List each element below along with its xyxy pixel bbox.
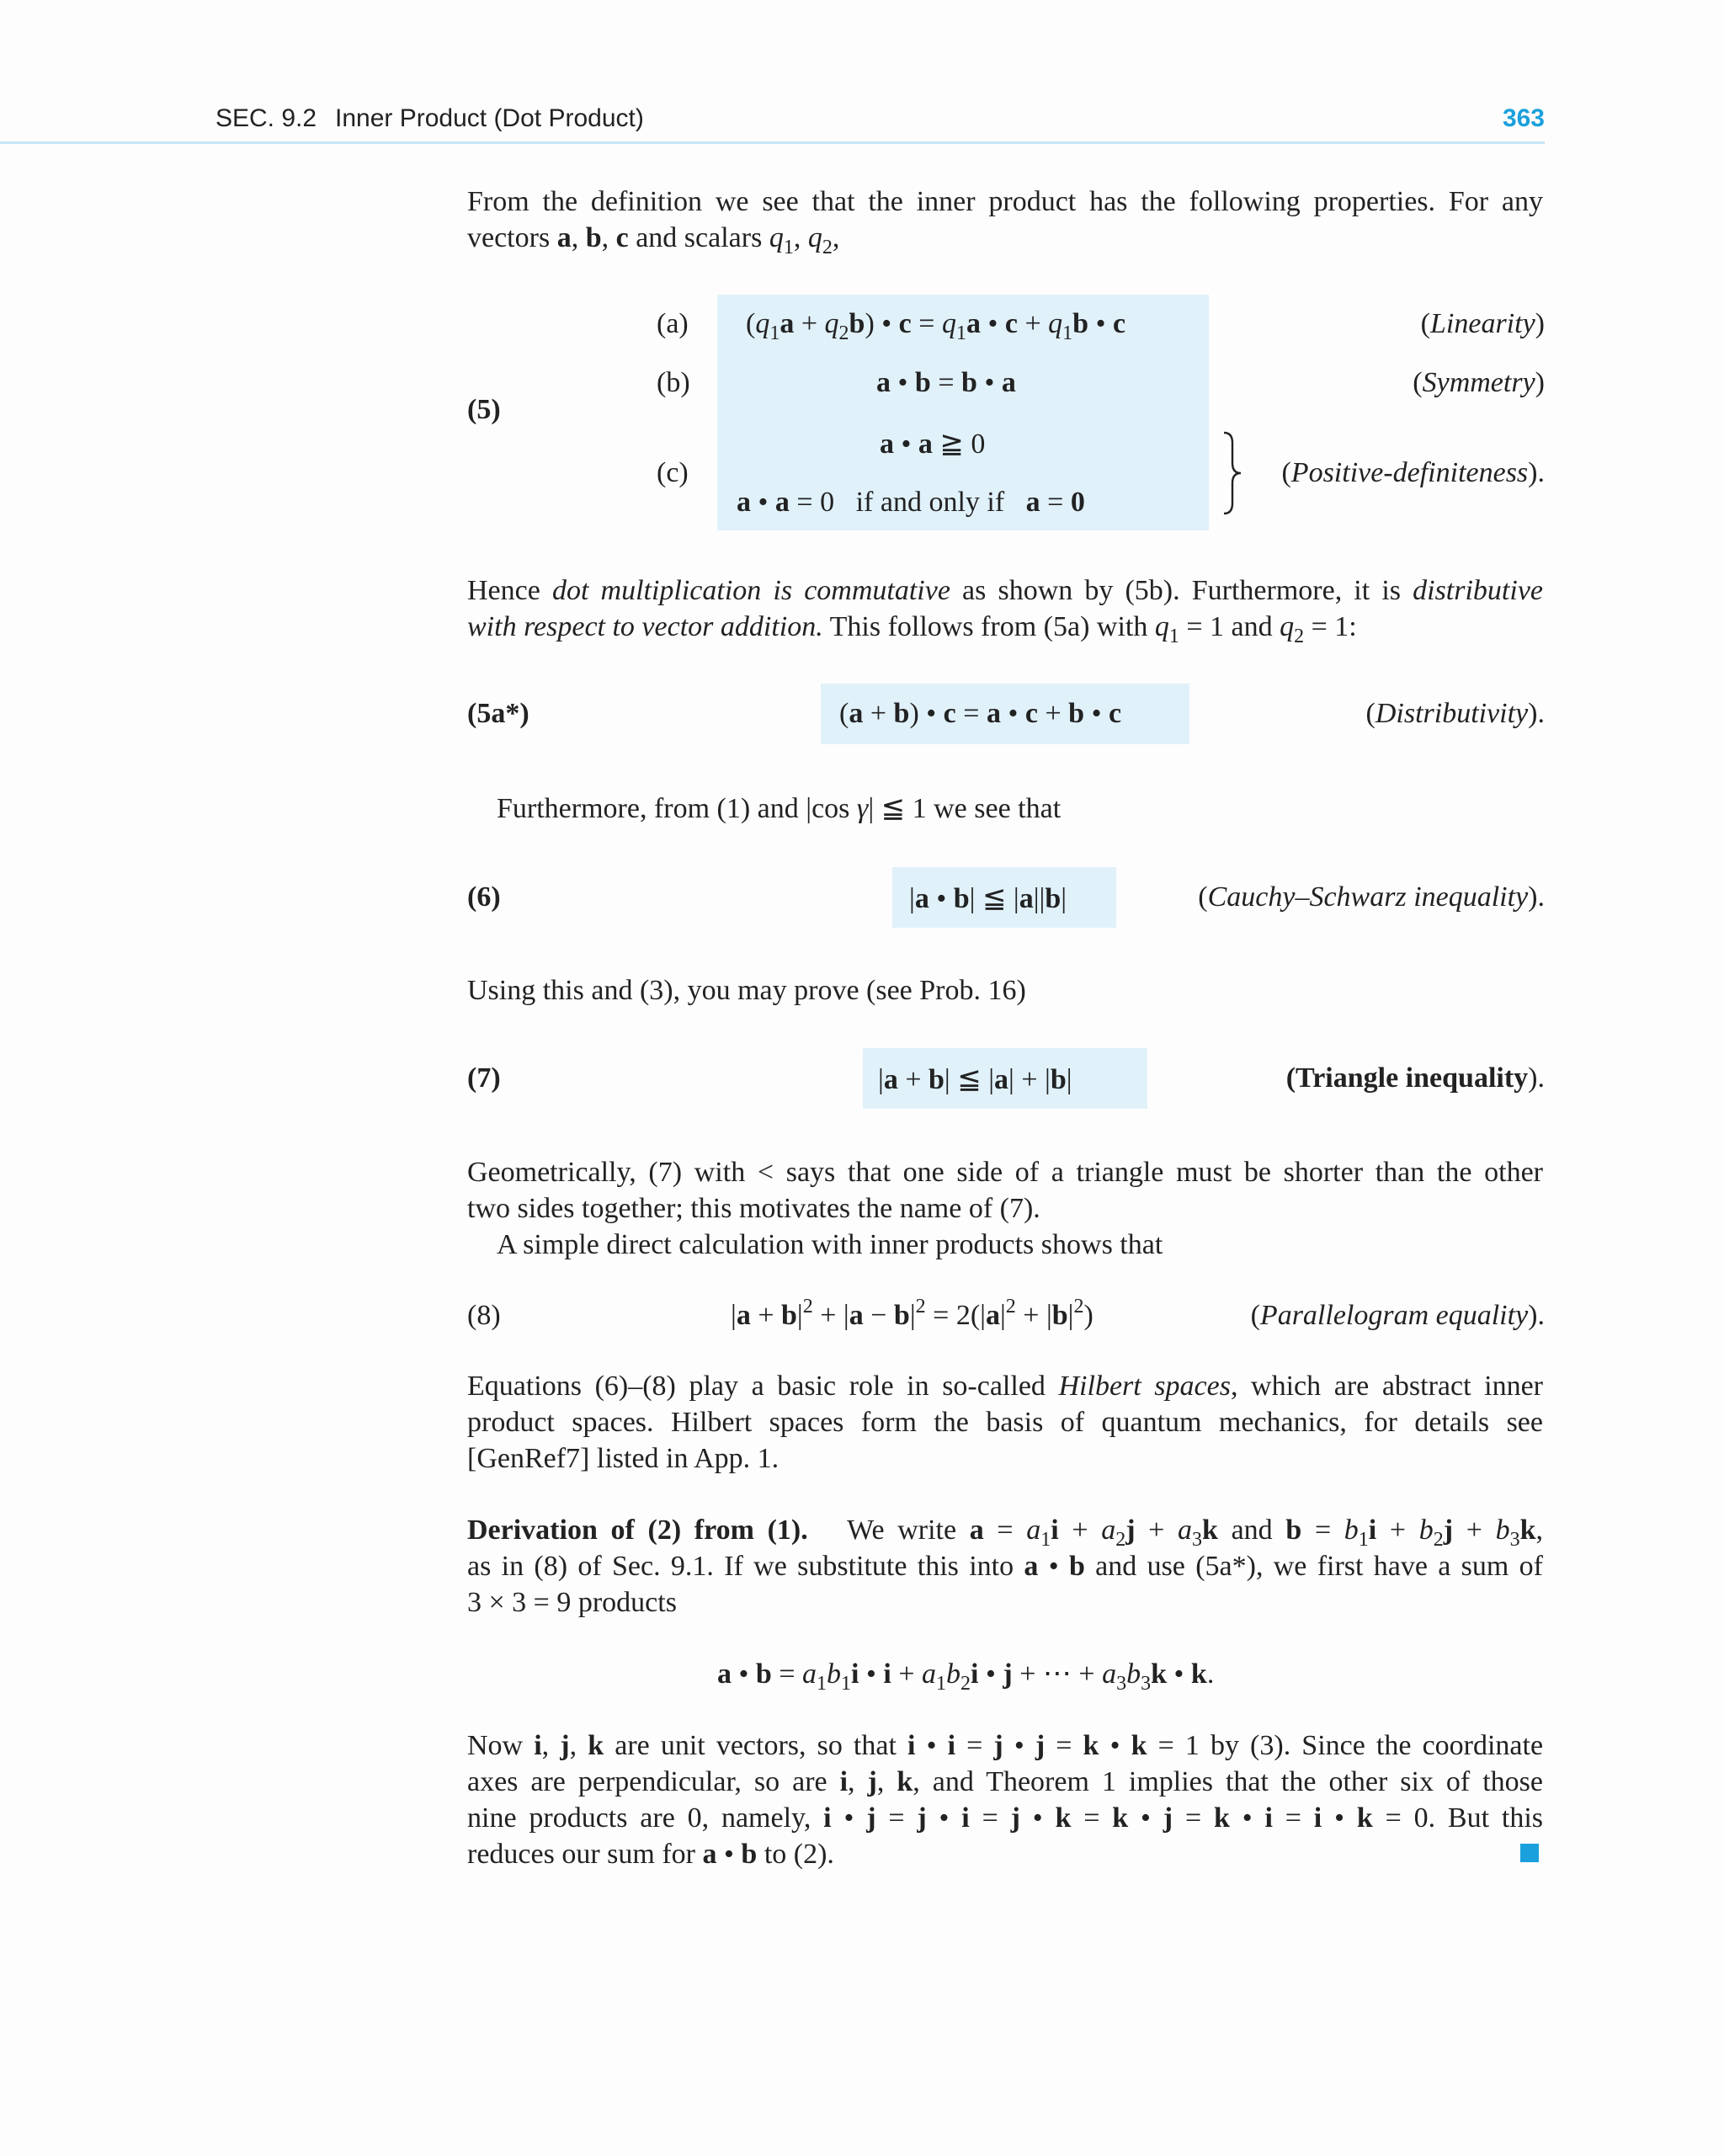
text-line: with respect to vector addition. This follows from (5a) with $q_1 = 1$ and $q_2 = 1$: bbox=[467, 611, 1357, 647]
text-line: Equations (6)–(8) play a basic role in so-called Hilbert spaces, which are abstract inner bbox=[467, 1371, 1543, 1402]
tag-distributivity: (Distributivity). bbox=[1365, 698, 1545, 729]
text-line: reduces our sum for a • b to (2). bbox=[467, 1839, 834, 1870]
running-header bbox=[0, 99, 1545, 144]
text-line: nine products are 0, namely, i • j = j • i = j • k = k • j = k • i = i • k = 0. But this bbox=[467, 1802, 1544, 1834]
text-line: Geometrically, (7) with < says that one side of a triangle must be shorter than the other bbox=[467, 1157, 1543, 1188]
equation-5b: a • b = b • a bbox=[876, 367, 1016, 398]
text-line: Furthermore, from (1) and |cos γ| ≦ 1 we see that bbox=[497, 793, 1062, 824]
equation-number: (5) bbox=[467, 394, 501, 425]
text-line: [GenRef7] listed in App. 1. bbox=[467, 1443, 780, 1474]
equation-5a: $(q_1a + q_2b)$ • $c = q_1a$ • $c + q_1b$ • c bbox=[746, 308, 1126, 344]
text-line: two sides together; this motivates the name of (7). bbox=[467, 1193, 1040, 1224]
text-line: vectors a, b, c and scalars $q_1$, $q_2$, bbox=[467, 222, 840, 258]
text-line: Hence dot multiplication is commutative as shown by (5b). Furthermore, it is distributive bbox=[467, 575, 1544, 606]
equation-number: (5a*) bbox=[467, 698, 529, 729]
tag-symmetry: (Symmetry) bbox=[1413, 367, 1545, 398]
tag-cauchy-schwarz: (Cauchy–Schwarz inequality). bbox=[1198, 881, 1545, 913]
text-line: From the definition we see that the inner product has the following properties. For any bbox=[467, 186, 1543, 217]
equation-5c-2: a • a = 0 if and only if a = 0 bbox=[737, 487, 1085, 518]
equation-label: (c) bbox=[657, 457, 689, 488]
paragraph-derivation bbox=[467, 1512, 1543, 1621]
equation-number: (8) bbox=[467, 1300, 501, 1331]
paragraph-geometrically bbox=[467, 1154, 1543, 1263]
text-line: Derivation of (2) from (1). We write $a = a_1i + a_2j + a_3k$ and $b = b_1i + b_2j + b_3k$, bbox=[467, 1515, 1543, 1551]
page-number: 363 bbox=[1502, 104, 1545, 132]
paragraph-furthermore bbox=[467, 791, 1543, 827]
text-line: Now i, j, k are unit vectors, so that i • i = j • j = k • k = 1 by (3). Since the coordinate bbox=[467, 1730, 1544, 1761]
derivation-heading: Derivation of (2) from (1). bbox=[467, 1515, 808, 1546]
tag-positive-definiteness: (Positive-definiteness). bbox=[1281, 457, 1545, 488]
equation-number: (6) bbox=[467, 881, 501, 913]
paragraph-hence bbox=[467, 572, 1543, 645]
text-line: Using this and (3), you may prove (see Prob. 16) bbox=[467, 975, 1026, 1006]
section-label: SEC. 9.2 bbox=[216, 104, 317, 132]
paragraph-hilbert bbox=[467, 1368, 1543, 1477]
tag-parallelogram-equality: (Parallelogram equality). bbox=[1250, 1300, 1545, 1331]
equation-label: (b) bbox=[657, 367, 690, 398]
equation-5a-star: (a + b) • c = a • c + b • c bbox=[839, 698, 1122, 729]
equation-sum: a • $b = a_1b_1i$ • $i + a_1b_2i$ • j + ⋯ + $a_3b_3k$ • k. bbox=[717, 1658, 1215, 1695]
paragraph-intro bbox=[467, 184, 1543, 256]
section-title: Inner Product (Dot Product) bbox=[335, 104, 644, 132]
equation-label: (a) bbox=[657, 308, 689, 339]
text-line: A simple direct calculation with inner products shows that bbox=[497, 1229, 1163, 1260]
equation-7: |a + b| ≦ |a| + |b| bbox=[878, 1064, 1072, 1095]
text-line: as in (8) of Sec. 9.1. If we substitute this into a • b and use (5a*), we first have a sum of bbox=[467, 1551, 1543, 1582]
equation-5c-1: a • a ≧ 0 bbox=[880, 429, 986, 460]
tag-triangle-inequality: (Triangle inequality). bbox=[1285, 1062, 1545, 1094]
text-line: axes are perpendicular, so are i, j, k, and Theorem 1 implies that the other six of those bbox=[467, 1766, 1544, 1797]
equation-6: |a • b| ≦ |a||b| bbox=[909, 883, 1067, 914]
tag-linearity: (Linearity) bbox=[1420, 308, 1545, 339]
text-line: product spaces. Hilbert spaces form the basis of quantum mechanics, for details see bbox=[467, 1407, 1543, 1438]
end-of-proof-square-icon bbox=[1520, 1844, 1539, 1862]
paragraph-using bbox=[467, 972, 1543, 1009]
paragraph-now bbox=[467, 1727, 1543, 1872]
equation-8: $|a + b|^2 + |a - b|^2 = 2(|a|^2 + |b|^2)$ bbox=[731, 1296, 1093, 1331]
right-brace-icon bbox=[1221, 431, 1244, 515]
equation-number: (7) bbox=[467, 1062, 501, 1094]
text-line: 3 × 3 = 9 products bbox=[467, 1587, 677, 1618]
